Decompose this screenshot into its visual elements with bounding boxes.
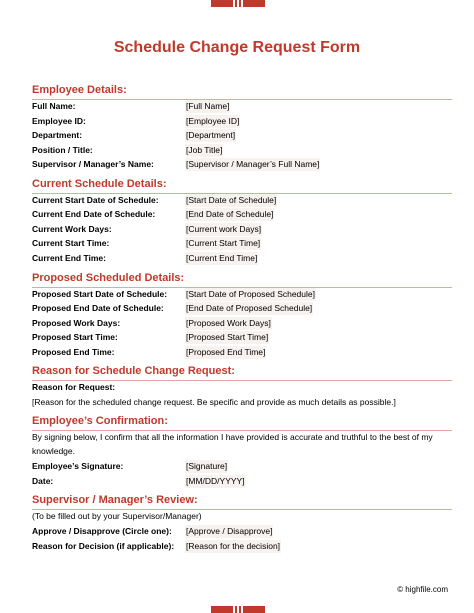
field-label: Current Work Days: <box>32 224 112 234</box>
field-row <box>32 158 452 171</box>
decision-reason-field[interactable]: [Reason for the decision] <box>186 541 281 551</box>
job-title-field[interactable]: [Job Title] <box>186 145 223 155</box>
proposed-end-date-field[interactable]: [End Date of Proposed Schedule] <box>186 303 313 313</box>
section-employee-details: Employee Details: <box>32 84 452 100</box>
field-row <box>32 302 452 315</box>
field-label: Proposed End Date of Schedule: <box>32 303 164 313</box>
proposed-start-date-field[interactable]: [Start Date of Proposed Schedule] <box>186 289 315 299</box>
current-start-date-field[interactable]: [Start Date of Schedule] <box>186 195 277 205</box>
field-label: Current End Time: <box>32 253 106 263</box>
proposed-end-time-field[interactable]: [Proposed End Time] <box>186 347 266 357</box>
field-row <box>32 475 452 488</box>
field-label: Approve / Disapprove (Circle one): <box>32 526 172 536</box>
field-row <box>32 460 452 473</box>
current-work-days-field[interactable]: [Current work Days] <box>186 224 262 234</box>
section-supervisor-review: Supervisor / Manager’s Review: <box>32 494 452 510</box>
approve-disapprove-field[interactable]: [Approve / Disapprove] <box>186 526 273 536</box>
field-label: Proposed End Time: <box>32 347 115 357</box>
proposed-work-days-field[interactable]: [Proposed Work Days] <box>186 318 271 328</box>
field-row <box>32 100 452 113</box>
bar-notch <box>241 0 243 7</box>
field-row <box>32 115 452 128</box>
review-note: (To be filled out by your Supervisor/Manager) <box>32 511 202 521</box>
field-row <box>32 346 452 359</box>
bar-notch <box>233 606 235 613</box>
field-label: Supervisor / Manager’s Name: <box>32 159 154 169</box>
full-name-field[interactable]: [Full Name] <box>186 101 230 111</box>
field-label: Employee ID: <box>32 116 86 126</box>
signature-field[interactable]: [Signature] <box>186 461 228 471</box>
field-row <box>32 317 452 330</box>
bar-notch <box>233 0 235 7</box>
field-row <box>32 223 452 236</box>
current-end-date-field[interactable]: [End Date of Schedule] <box>186 209 274 219</box>
employee-id-field[interactable]: [Employee ID] <box>186 116 240 126</box>
section-proposed-schedule: Proposed Scheduled Details: <box>32 272 452 288</box>
field-label: Full Name: <box>32 101 76 111</box>
section-confirmation: Employee’s Confirmation: <box>32 415 452 431</box>
field-label: Current Start Time: <box>32 238 110 248</box>
field-label: Position / Title: <box>32 145 93 155</box>
bottom-decor-bar <box>211 606 265 613</box>
bar-notch <box>237 606 239 613</box>
field-label: Employee’s Signature: <box>32 461 124 471</box>
section-reason: Reason for Schedule Change Request: <box>32 365 452 381</box>
bar-notch <box>241 606 243 613</box>
footer-credit: © highfile.com <box>397 585 448 594</box>
field-row <box>32 331 452 344</box>
confirmation-statement: By signing below, I confirm that all the information I have provided is accurate and truthful to the best of my knowledge. <box>32 432 433 456</box>
page-title: Schedule Change Request Form <box>113 39 361 56</box>
proposed-start-time-field[interactable]: [Proposed Start Time] <box>186 332 269 342</box>
reason-label: Reason for Request: <box>32 382 116 392</box>
current-end-time-field[interactable]: [Current End Time] <box>186 253 258 263</box>
field-label: Current Start Date of Schedule: <box>32 195 159 205</box>
field-label: Proposed Start Time: <box>32 332 118 342</box>
reason-field[interactable]: [Reason for the scheduled change request. Be specific and provide as much details as possible.] <box>32 397 396 407</box>
field-row <box>32 129 452 142</box>
field-row <box>32 237 452 250</box>
current-start-time-field[interactable]: [Current Start Time] <box>186 238 261 248</box>
date-field[interactable]: [MM/DD/YYYY] <box>186 476 245 486</box>
top-decor-bar <box>211 0 265 7</box>
field-row <box>32 144 452 157</box>
section-current-schedule: Current Schedule Details: <box>32 178 452 194</box>
field-row <box>32 540 452 553</box>
bar-notch <box>237 0 239 7</box>
field-label: Date: <box>32 476 54 486</box>
field-row <box>32 208 452 221</box>
field-label: Reason for Decision (if applicable): <box>32 541 175 551</box>
supervisor-name-field[interactable]: [Supervisor / Manager’s Full Name] <box>186 159 320 169</box>
field-label: Proposed Start Date of Schedule: <box>32 289 168 299</box>
field-row <box>32 288 452 301</box>
field-row <box>32 252 452 265</box>
field-label: Department: <box>32 130 83 140</box>
field-row <box>32 525 452 538</box>
field-row <box>32 194 452 207</box>
field-label: Current End Date of Schedule: <box>32 209 156 219</box>
field-label: Proposed Work Days: <box>32 318 121 328</box>
department-field[interactable]: [Department] <box>186 130 236 140</box>
